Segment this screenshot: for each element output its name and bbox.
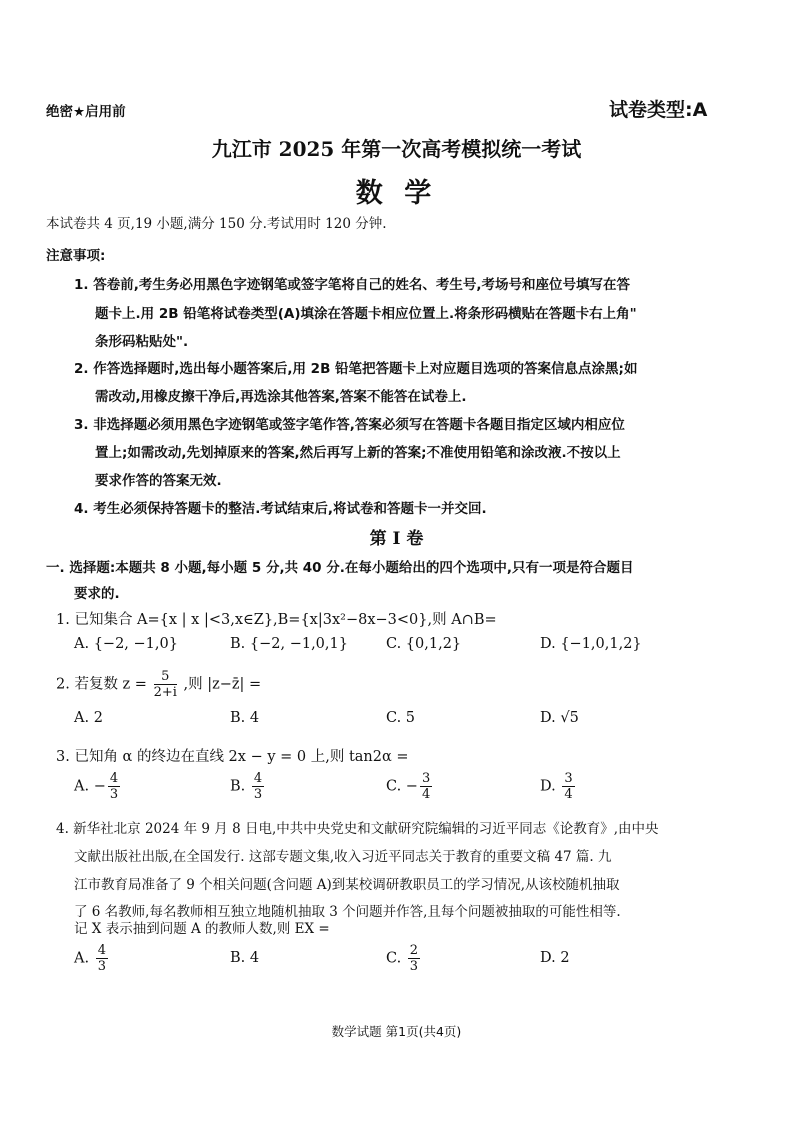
option-sign: − <box>93 778 106 795</box>
question-4-line4: 了 6 名教师,每名教师相互独立地随机抽取 3 个问题并作答,且每个问题被抽取的可能性相等. <box>74 904 621 920</box>
option-label: B. <box>230 778 246 795</box>
option-label: D. <box>540 778 556 795</box>
option-numerator: 4 <box>97 943 106 958</box>
option-denominator: 3 <box>253 787 263 802</box>
question-2-option-c: C. 5 <box>386 710 416 726</box>
paper-intro: 本试卷共 4 页,19 小题,满分 150 分.考试用时 120 分钟. <box>46 216 387 232</box>
page-footer: 数学试题 第1页(共4页) <box>331 1024 462 1039</box>
question-4-line3: 江市教育局准备了 9 个相关问题(含问题 A)到某校调研教职员工的学习情况,从该校随机抽取 <box>74 877 620 893</box>
question-3-option-c <box>386 772 434 801</box>
option-label: A. <box>74 950 90 967</box>
option-label: A. <box>74 778 90 795</box>
question-4-option-d: D. 2 <box>540 950 570 966</box>
option-fraction <box>562 772 574 801</box>
option-label: C. <box>386 778 402 795</box>
question-1-option-b: B. {−2, −1,0,1} <box>230 636 348 652</box>
option-denominator: 3 <box>409 959 419 974</box>
question-3-stem: 3. 已知角 α 的终边在直线 2x − y = 0 上,则 tan2α = <box>56 749 409 765</box>
question-2-option-a: A. 2 <box>74 710 103 726</box>
question-4-line2: 文献出版社出版,在全国发行. 这部专题文集,收入习近平同志关于教育的重要文稿 47 篇. 九 <box>74 849 612 865</box>
question-1-option-c: C. {0,1,2} <box>386 636 462 652</box>
option-denominator: 3 <box>109 787 119 802</box>
option-numerator: 2 <box>409 943 419 958</box>
question-1-stem: 1. 已知集合 A={x | x |<3,x∈Z},B={x|3x²−8x−3<0},则 A∩B= <box>56 612 497 628</box>
secret-label: 绝密★启用前 <box>46 104 126 120</box>
notice-item-3-line3: 要求作答的答案无效. <box>95 473 222 489</box>
question-2-fraction-denominator: 2+i <box>153 685 177 700</box>
question-4-option-c <box>386 944 422 973</box>
question-2-fraction <box>154 670 177 699</box>
notice-item-1-line3: 条形码粘贴处". <box>95 334 189 350</box>
option-fraction <box>408 944 420 973</box>
notice-item-3-line2: 置上;如需改动,先划掉原来的答案,然后再写上新的答案;不准使用铅笔和涂改液.不按以上 <box>95 445 621 461</box>
question-4-option-a <box>74 944 110 973</box>
question-2-option-d: D. √5 <box>540 710 579 726</box>
section1-heading-line2: 要求的. <box>74 586 120 602</box>
question-3-option-a <box>74 772 122 801</box>
exam-title: 九江市 2025 年第一次高考模拟统一考试 <box>211 137 582 161</box>
question-4-line1: 4. 新华社北京 2024 年 9 月 8 日电,中共中央党史和文献研究院编辑的习近平同志《论教育》,由中央 <box>56 821 659 837</box>
question-4-option-b: B. 4 <box>230 950 260 966</box>
option-label: C. <box>386 950 402 967</box>
option-denominator: 3 <box>97 959 106 974</box>
notice-item-1-line2: 题卡上.用 2B 铅笔将试卷类型(A)填涂在答题卡相应位置上.将条形码横贴在答题卡右上角" <box>95 306 637 322</box>
notice-item-3-line1: 3. 非选择题必须用黑色字迹钢笔或签字笔作答,答案必须写在答题卡各题目指定区域内相应位 <box>74 417 625 433</box>
option-denominator: 4 <box>421 787 431 802</box>
option-numerator: 3 <box>421 771 431 786</box>
question-2-prefix: 2. 若复数 z = <box>56 676 147 693</box>
question-2-suffix: ,则 |z−z̄| = <box>183 676 262 693</box>
option-numerator: 4 <box>253 771 263 786</box>
notice-item-1-line1: 1. 答卷前,考生务必用黑色字迹钢笔或签字笔将自己的姓名、考生号,考场号和座位号填写在答 <box>74 277 630 293</box>
notice-item-2-line2: 需改动,用橡皮擦干净后,再选涂其他答案,答案不能答在试卷上. <box>95 389 467 405</box>
section1-heading-line1: 一. 选择题:本题共 8 小题,每小题 5 分,共 40 分.在每小题给出的四个选项中,只有一项是符合题目 <box>46 560 634 576</box>
option-denominator: 4 <box>564 787 573 802</box>
part-title: 第 Ⅰ 卷 <box>369 529 424 549</box>
notice-heading: 注意事项: <box>46 248 106 264</box>
question-2-stem <box>56 670 261 699</box>
question-1-option-a: A. {−2, −1,0} <box>74 636 178 652</box>
question-4-line5: 记 X 表示抽到问题 A 的教师人数,则 EX = <box>74 921 330 937</box>
option-numerator: 4 <box>109 771 119 786</box>
question-1-option-d: D. {−1,0,1,2} <box>540 636 642 652</box>
question-3-option-b <box>230 772 266 801</box>
option-sign: − <box>405 778 418 795</box>
notice-item-4-line1: 4. 考生必须保持答题卡的整洁.考试结束后,将试卷和答题卡一并交回. <box>74 501 487 517</box>
question-3-option-d <box>540 772 577 801</box>
option-numerator: 3 <box>564 771 573 786</box>
option-fraction <box>108 772 120 801</box>
subject-title: 数 学 <box>355 178 438 209</box>
option-fraction <box>252 772 264 801</box>
question-2-fraction-numerator: 5 <box>154 670 177 685</box>
question-2-option-b: B. 4 <box>230 710 260 726</box>
option-fraction <box>420 772 432 801</box>
paper-type-label: 试卷类型:A <box>609 99 708 121</box>
option-fraction <box>96 944 108 973</box>
notice-item-2-line1: 2. 作答选择题时,选出每小题答案后,用 2B 铅笔把答题卡上对应题目选项的答案信息点涂黑;如 <box>74 361 638 377</box>
